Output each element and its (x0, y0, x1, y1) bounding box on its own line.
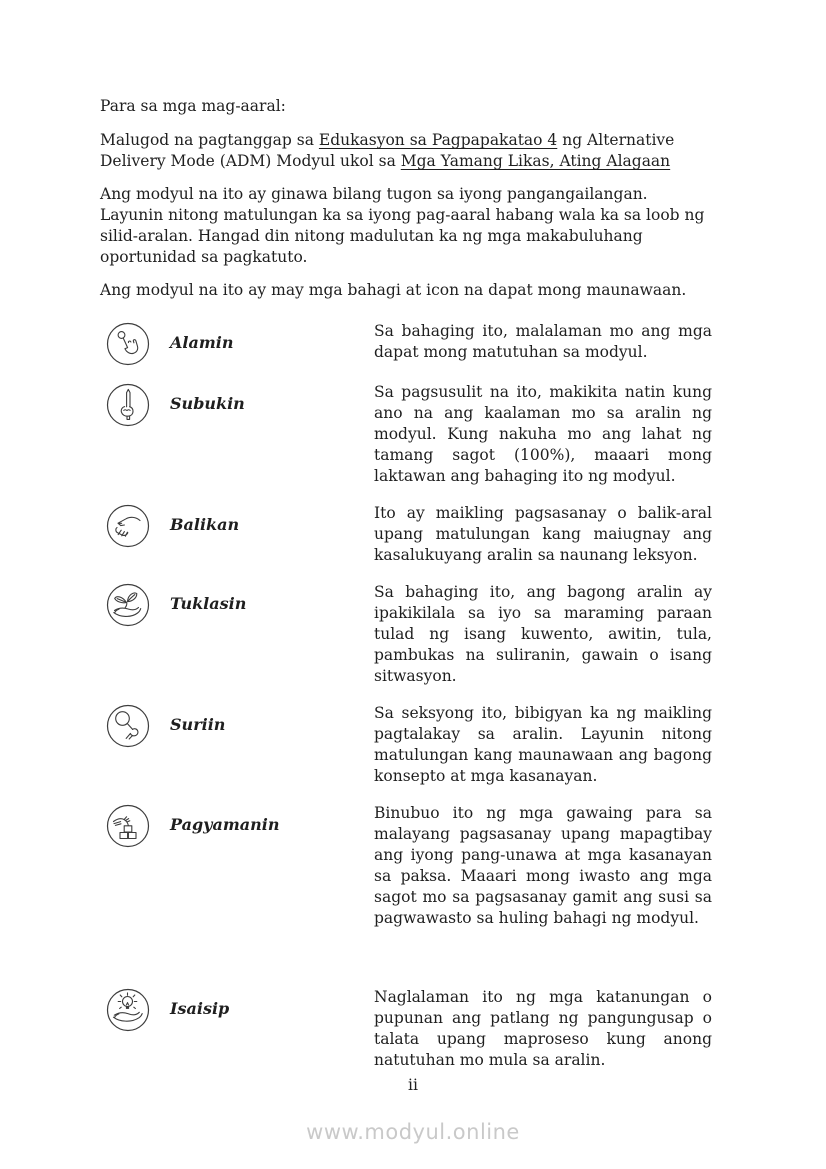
section-description: Ito ay maikling pagsasanay o balik-aral upang matulungan kang maiugnay ang kasalukuyang aralin sa naunang leksyon. (374, 504, 712, 564)
section-description: Binubuo ito ng mga gawaing para sa malayang pagsasanay upang mapagtibay ang iyong pang-unawa at mga kasanayan sa paksa. Maaari mong iwasto ang mga sagot mo sa pagsasanay gamit ang susi sa pagwawasto sa huling bahagi ng modyul. (374, 804, 712, 927)
module-subject-title: Edukasyon sa Pagpapakatao 4 (318, 131, 558, 149)
section-label: Subukin (170, 394, 245, 413)
intro-paragraph (100, 130, 712, 172)
intro-text-2: ng Alternative Delivery Mode (ADM) Modyul ukol sa (100, 131, 675, 170)
hand-holding-pencil-icon (100, 382, 166, 427)
page-heading: Para sa mga mag-aaral: (100, 97, 286, 115)
icons-note-paragraph: Ang modyul na ito ay may mga bahagi at icon na dapat mong maunawaan. (100, 281, 687, 299)
watermark: www.modyul.online (306, 1120, 520, 1144)
about-paragraph: Ang modyul na ito ay ginawa bilang tugon sa iyong pangangailangan. Layunin nitong matulungan ka sa iyong pag-aaral habang wala ka sa loob ng silid-aralan. Hangad din nitong madulutan ka ng mga makabuluhang oportunidad sa pagkatuto. (100, 185, 705, 266)
section-row-alamin (100, 321, 712, 366)
page-number: ii (408, 1076, 418, 1094)
helping-hands-icon (100, 503, 166, 548)
section-row-subukin (100, 382, 712, 487)
intro-text-1: Malugod na pagtanggap sa (100, 131, 319, 149)
section-label: Pagyamanin (170, 815, 280, 834)
hand-with-sprout-icon (100, 582, 166, 627)
section-row-tuklasin (100, 582, 712, 687)
section-description: Sa seksyong ito, bibigyan ka ng maikling pagtalakay sa aralin. Layunin nitong matulungan kang maunawaan ang bagong konsepto at mga kasanayan. (374, 704, 712, 785)
page-content (100, 96, 712, 1087)
section-label: Alamin (170, 333, 234, 352)
section-label: Balikan (170, 515, 240, 534)
section-row-isaisip (100, 987, 712, 1071)
section-description: Naglalaman ito ng mga katanungan o pupunan ang patlang ng pangungusap o talata upang maproseso kung anong natutuhan mo mula sa aralin. (374, 988, 712, 1069)
section-description: Sa pagsusulit na ito, makikita natin kung ano na ang kaalaman mo sa aralin ng modyul. Kung nakuha mo ang lahat ng tamang sagot (100%), maaari mong laktawan ang bahaging ito ng modyul. (374, 383, 712, 485)
hand-stacking-blocks-icon (100, 803, 166, 848)
magnifying-glass-hand-icon (100, 703, 166, 748)
section-row-balikan (100, 503, 712, 566)
section-label: Tuklasin (170, 594, 247, 613)
tap-hand-icon (100, 321, 166, 366)
section-row-pagyamanin (100, 803, 712, 929)
bulb-over-hand-icon (100, 987, 166, 1032)
section-row-suriin (100, 703, 712, 787)
section-label: Suriin (170, 715, 226, 734)
module-topic-title: Mga Yamang Likas, Ating Alagaan (400, 152, 671, 170)
section-description: Sa bahaging ito, ang bagong aralin ay ipakikilala sa iyo sa maraming paraan tulad ng isang kuwento, awitin, tula, pambukas na suliranin, gawain o isang sitwasyon. (374, 583, 712, 685)
section-description: Sa bahaging ito, malalaman mo ang mga dapat mong matutuhan sa modyul. (374, 322, 712, 361)
section-label: Isaisip (170, 999, 230, 1018)
